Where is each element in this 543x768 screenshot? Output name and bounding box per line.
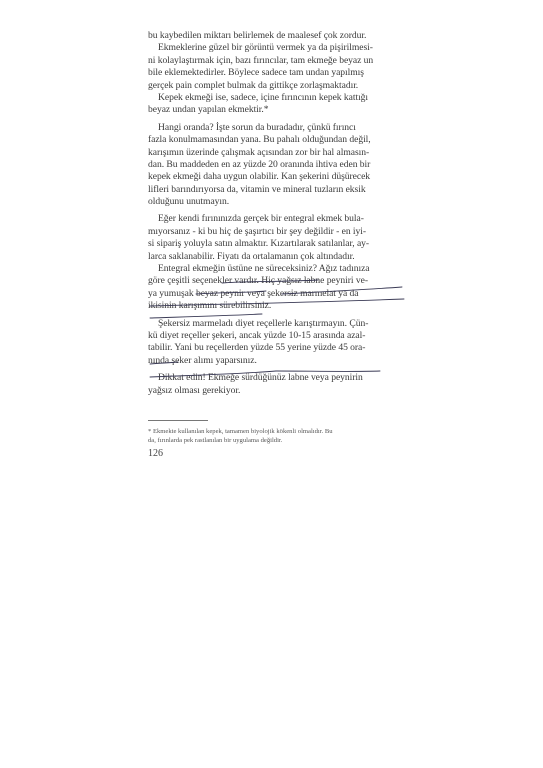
text-line: fazla konulmamasından yana. Bu pahalı olduğundan değil, <box>148 134 371 146</box>
text-line: karışımın üzerinde çalışmak açısından zor bir hal almasın- <box>148 146 370 158</box>
text-line: Entegral ekmeğin üstüne ne süreceksiniz? Ağız tadınıza <box>158 263 370 275</box>
text-line: mıyorsanız - ki bu hiç de şaşırtıcı bir şey değildir - en iyi- <box>148 225 367 237</box>
text-line: dan. Bu maddeden en az yüzde 20 oranında ihtiva eden bir <box>148 158 371 170</box>
text-line: bile eklemektedirler. Böylece sadece tam undan yapılmış <box>148 67 364 79</box>
text-line: ikisinin karışımını sürebilirsiniz. <box>148 300 272 312</box>
text-line: ni kolaylaştırmak için, bazı fırıncılar, tam ekmeğe beyaz un <box>148 54 374 66</box>
text-line: si sipariş yoluyla satın almaktır. Kızartılarak satılanlar, ay- <box>148 238 370 250</box>
text-line: ya yumuşak beyaz peynir veya şekersiz marmelat ya da <box>148 287 359 299</box>
footnote-line: da, fırınlarda pek rastlanılan bir uygulama değildir. <box>148 437 283 444</box>
text-line: Eğer kendi fırınınızda gerçek bir entegral ekmek bula- <box>158 213 364 225</box>
footnote <box>148 427 418 445</box>
text-line: beyaz undan yapılan ekmektir.* <box>148 104 269 116</box>
text-line: tabilir. Yani bu reçellerden yüzde 55 yerine yüzde 45 ora- <box>148 342 366 354</box>
text-line: Hangi oranda? İşte sorun da buradadır, çünkü fırıncı <box>158 121 356 133</box>
text-line: kepek ekmeği daha uygun olabilir. Kan şekerini düşürecek <box>148 171 371 183</box>
text-line: larca saklanabilir. Fiyatı da ortalamanın çok altındadır. <box>148 250 355 262</box>
page-number: 126 <box>148 448 163 459</box>
text-line: göre çeşitli seçenekler vardır. Hiç yağsız labne peyniri ve- <box>148 275 368 287</box>
footnote-line: * Ekmekte kullanılan kepek, tamamen biyolojik kökenli olmalıdır. Bu <box>148 428 333 435</box>
text-line: Ekmeklerine güzel bir görüntü vermek ya da pişirilmesi- <box>158 42 373 54</box>
text-line: lifleri barındırıyorsa da, vitamin ve mineral tuzların eksik <box>148 183 366 195</box>
text-line: Şekersiz marmeladı diyet reçellerle karıştırmayın. Çün- <box>158 317 369 329</box>
text-line: yağsız olması gerekiyor. <box>148 384 241 396</box>
text-line: nında şeker alımı yaparsınız. <box>148 354 257 366</box>
text-line: Kepek ekmeği ise, sadece, içine fırıncının kepek kattığı <box>158 91 369 103</box>
text-line: gerçek pain complet bulmak da gittikçe zorlaşmaktadır. <box>148 79 359 91</box>
text-line: Dikkat edin! Ekmeğe sürdüğünüz labne veya peynirin <box>158 372 363 384</box>
text-line: olduğunu unutmayın. <box>148 196 230 208</box>
footnote-divider <box>148 420 208 421</box>
text-line: kü diyet reçeller şekeri, ancak yüzde 10-15 arasında azal- <box>148 329 366 341</box>
body-text <box>148 30 410 397</box>
text-line: bu kaybedilen miktarı belirlemek de maalesef çok zordur. <box>148 30 367 41</box>
